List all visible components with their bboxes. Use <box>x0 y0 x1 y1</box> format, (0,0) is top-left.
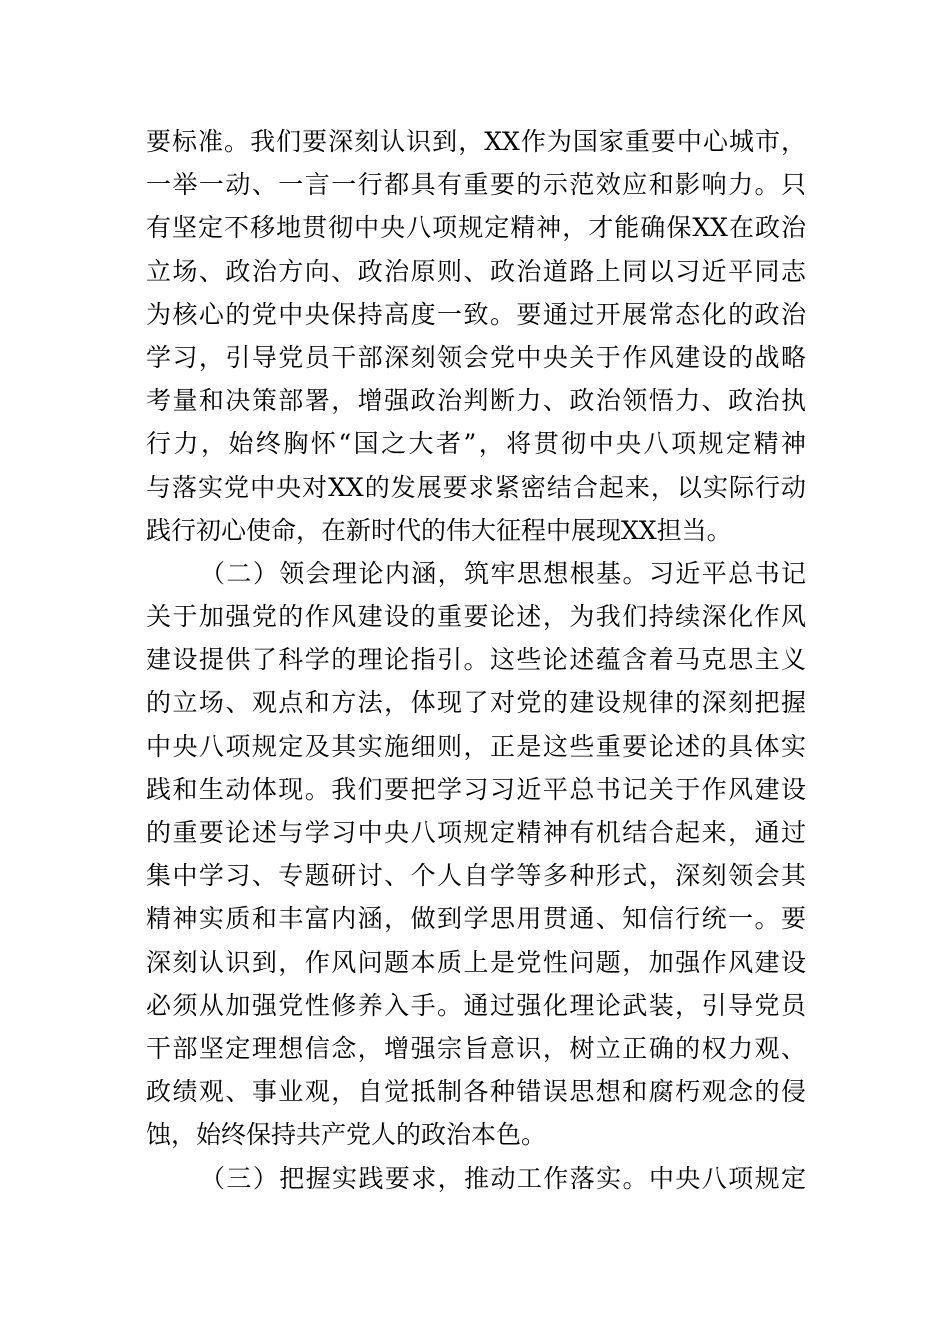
text-line: 干部坚定理想信念，增强宗旨意识，树立正确的权力观、 <box>146 1033 806 1063</box>
text-line: 一举一动、一言一行都具有重要的示范效应和影响力。只 <box>146 170 806 200</box>
text-line: 践行初心使命，在新时代的伟大征程中展现XX担当。 <box>146 515 732 545</box>
text-line: 关于加强党的作风建设的重要论述，为我们持续深化作风 <box>146 602 806 632</box>
text-line: 考量和决策部署，增强政治判断力、政治领悟力、政治执 <box>146 386 806 416</box>
paragraph-2 <box>146 552 806 1157</box>
text-line: 深刻认识到，作风问题本质上是党性问题，加强作风建设 <box>146 947 806 977</box>
text-line: （三）把握实践要求，推动工作落实。中央八项规定 <box>200 1163 806 1193</box>
text-line: 蚀，始终保持共产党人的政治本色。 <box>146 1120 547 1150</box>
text-line: 中央八项规定及其实施细则，正是这些重要论述的具体实 <box>146 731 806 761</box>
text-line: 有坚定不移地贯彻中央八项规定精神，才能确保XX在政治 <box>146 213 806 243</box>
text-line: 立场、政治方向、政治原则、政治道路上同以习近平同志 <box>146 256 806 286</box>
text-line: 政绩观、事业观，自觉抵制各种错误思想和腐朽观念的侵 <box>146 1077 806 1107</box>
text-line: 的重要论述与学习中央八项规定精神有机结合起来，通过 <box>146 818 806 847</box>
text-line: （二）领会理论内涵，筑牢思想根基。习近平总书记 <box>200 558 806 588</box>
text-line: 精神实质和丰富内涵，做到学思用贯通、知信行统一。要 <box>146 904 806 934</box>
text-line: 与落实党中央对XX的发展要求紧密结合起来，以实际行动 <box>146 472 806 502</box>
text-line: 必须从加强党性修养入手。通过强化理论武装，引导党员 <box>146 990 806 1020</box>
text-line: 践和生动体现。我们要把学习习近平总书记关于作风建设 <box>146 774 806 804</box>
text-line: 集中学习、专题研讨、个人自学等多种形式，深刻领会其 <box>146 861 806 891</box>
text-line: 要标准。我们要深刻认识到，XX作为国家重要中心城市， <box>146 127 806 156</box>
text-line: 学习，引导党员干部深刻领会党中央关于作风建设的战略 <box>146 342 806 372</box>
text-line: 建设提供了科学的理论指引。这些论述蕴含着马克思主义 <box>146 645 806 675</box>
text-line: 的立场、观点和方法，体现了对党的建设规律的深刻把握 <box>146 688 806 718</box>
text-line: 为核心的党中央保持高度一致。要通过开展常态化的政治 <box>146 299 806 329</box>
document-page <box>146 120 806 1200</box>
paragraph-3 <box>146 1157 806 1200</box>
text-line: 行力，始终胸怀“国之大者”，将贯彻中央八项规定精神 <box>146 429 806 459</box>
paragraph-1 <box>146 120 806 552</box>
